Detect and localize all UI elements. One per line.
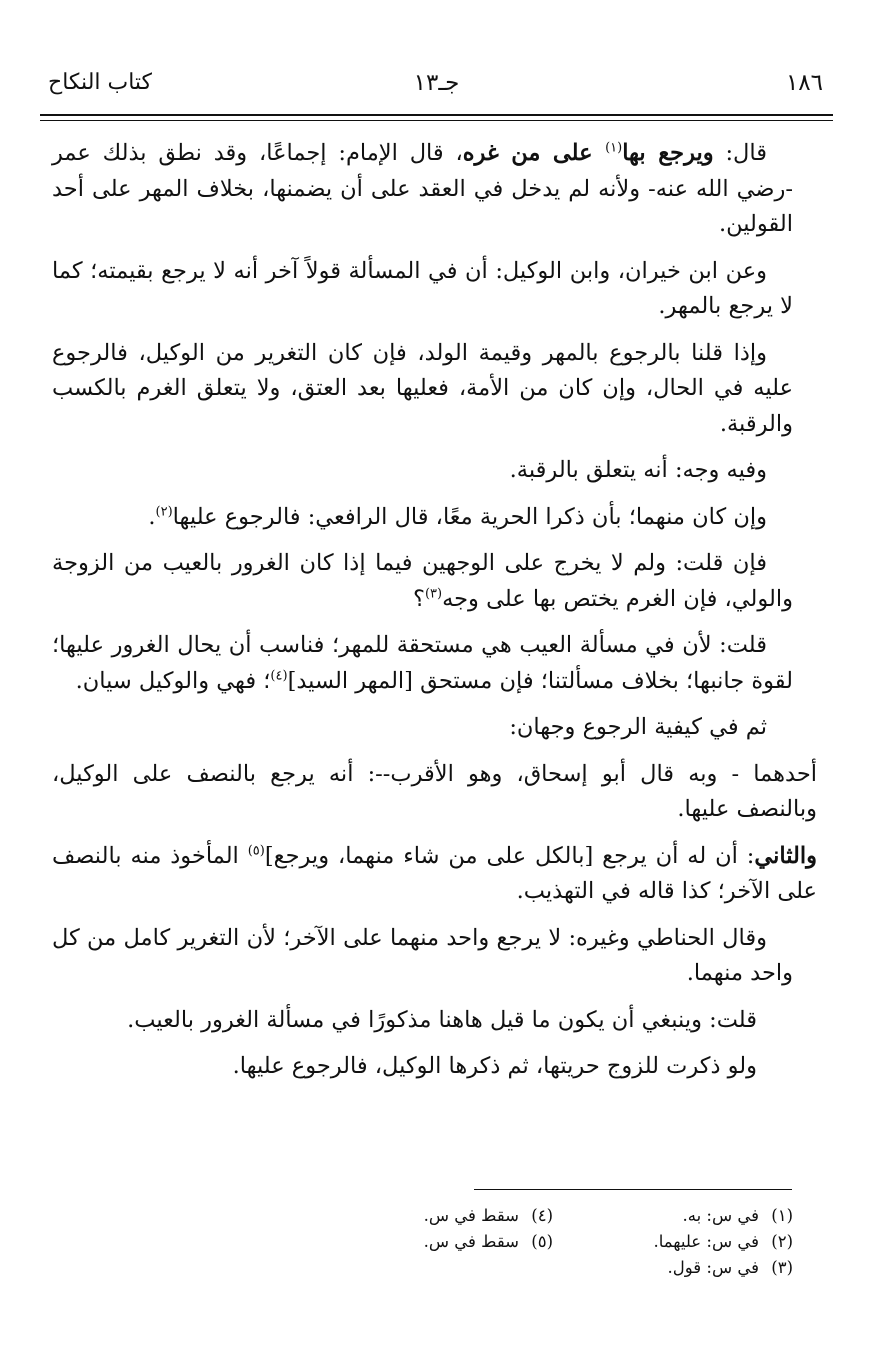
quoted-text: على من غره: [462, 140, 606, 166]
footnote: (٣)في س: قول.: [667, 1258, 793, 1277]
paragraph: وفيه وجه: أنه يتعلق بالرقبة.: [509, 457, 767, 483]
paragraph: وقال الحناطي وغيره: لا يرجع واحد منهما على الآخر؛ لأن التغرير كامل من كل واحد منهما.: [52, 924, 793, 986]
footnote-rule: [474, 1189, 792, 1190]
paragraph: ولو ذكرت للزوج حريتها، ثم ذكرها الوكيل، فالرجوع عليها.: [232, 1053, 757, 1079]
volume-number: جـ١٣: [413, 70, 460, 96]
footnote-ref: (١): [605, 140, 623, 156]
footnote-column: [533, 1203, 793, 1281]
footnote: (١)في س: به.: [682, 1206, 793, 1225]
footnote: (٢)في س: عليهما.: [653, 1232, 793, 1251]
page-number: ١٨٦: [785, 70, 823, 96]
main-text: [52, 136, 818, 1096]
footnote-ref: (٤): [270, 668, 288, 683]
footnote-ref: (٣): [424, 586, 443, 601]
footnote-column: [293, 1203, 553, 1255]
page-header: [40, 62, 833, 110]
paragraph: وعن ابن خيران، وابن الوكيل: أن في المسألة قولاً آخر أنه لا يرجع بقيمته؛ كما لا يرجع بالمهر.: [52, 257, 793, 319]
paragraph: قلت: لأن في مسألة العيب هي مستحقة للمهر؛ فناسب أن يحال الغرور عليها؛ لقوة جانبها؛ بخلاف مسألتنا؛ فإن مستحق [المهر السيد]$^{(٤)}$؛ فهي والوكيل سيان.: [52, 632, 793, 694]
header-rule-thin: [40, 120, 833, 121]
paragraph: أحدهما - وبه قال أبو إسحاق، وهو الأقرب--: أنه يرجع بالنصف على الوكيل، وبالنصف عليها.: [52, 760, 817, 822]
footnote-ref: (٢): [155, 504, 173, 519]
paragraph: والثاني: أن له أن يرجع [بالكل على من شاء منهما، ويرجع]$^{(٥)}$ المأخوذ منه بالنصف على الآخر؛ كذا قاله في التهذيب.: [52, 842, 818, 904]
paragraph: ثم في كيفية الرجوع وجهان:: [509, 714, 767, 740]
footnote: (٤)سقط في س.: [423, 1206, 553, 1225]
book-title: كتاب النكاح: [48, 70, 153, 95]
footnote: (٥)سقط في س.: [423, 1232, 553, 1251]
quoted-text: والثاني: [754, 842, 818, 869]
paragraph: قلت: وينبغي أن يكون ما قيل هاهنا مذكورًا في مسألة الغرور بالعيب.: [127, 1006, 757, 1033]
paragraph: فإن قلت: ولم لا يخرج على الوجهين فيما إذا كان الغرور بالعيب من الزوجة والولي، فإن الغرم يختص بها على وجه$^{(٣)}$؟: [52, 550, 793, 612]
paragraph: وإن كان منهما؛ بأن ذكرا الحرية معًا، قال الرافعي: فالرجوع عليها$^{(٢)}$.: [148, 503, 767, 530]
footnote-ref: (٥): [247, 843, 265, 858]
quoted-text: ويرجع بها: [622, 140, 714, 166]
header-rule-thick: [40, 114, 833, 116]
paragraph: قال: ويرجع بها$^{(١)}$ على من غره، قال الإمام: إجماعًا، وقد نطق بذلك عمر -رضي الله عنه- ولأنه لم يدخل في العقد على أن يضمنها، بخلاف المهر على أحد القولين.: [52, 140, 793, 237]
paragraph: وإذا قلنا بالرجوع بالمهر وقيمة الولد، فإن كان التغرير من الوكيل، فالرجوع عليه في الحال، وإن كان من الأمة، فعليها بعد العتق، ولا يتعلق الغرم بالكسب والرقبة.: [52, 339, 793, 437]
